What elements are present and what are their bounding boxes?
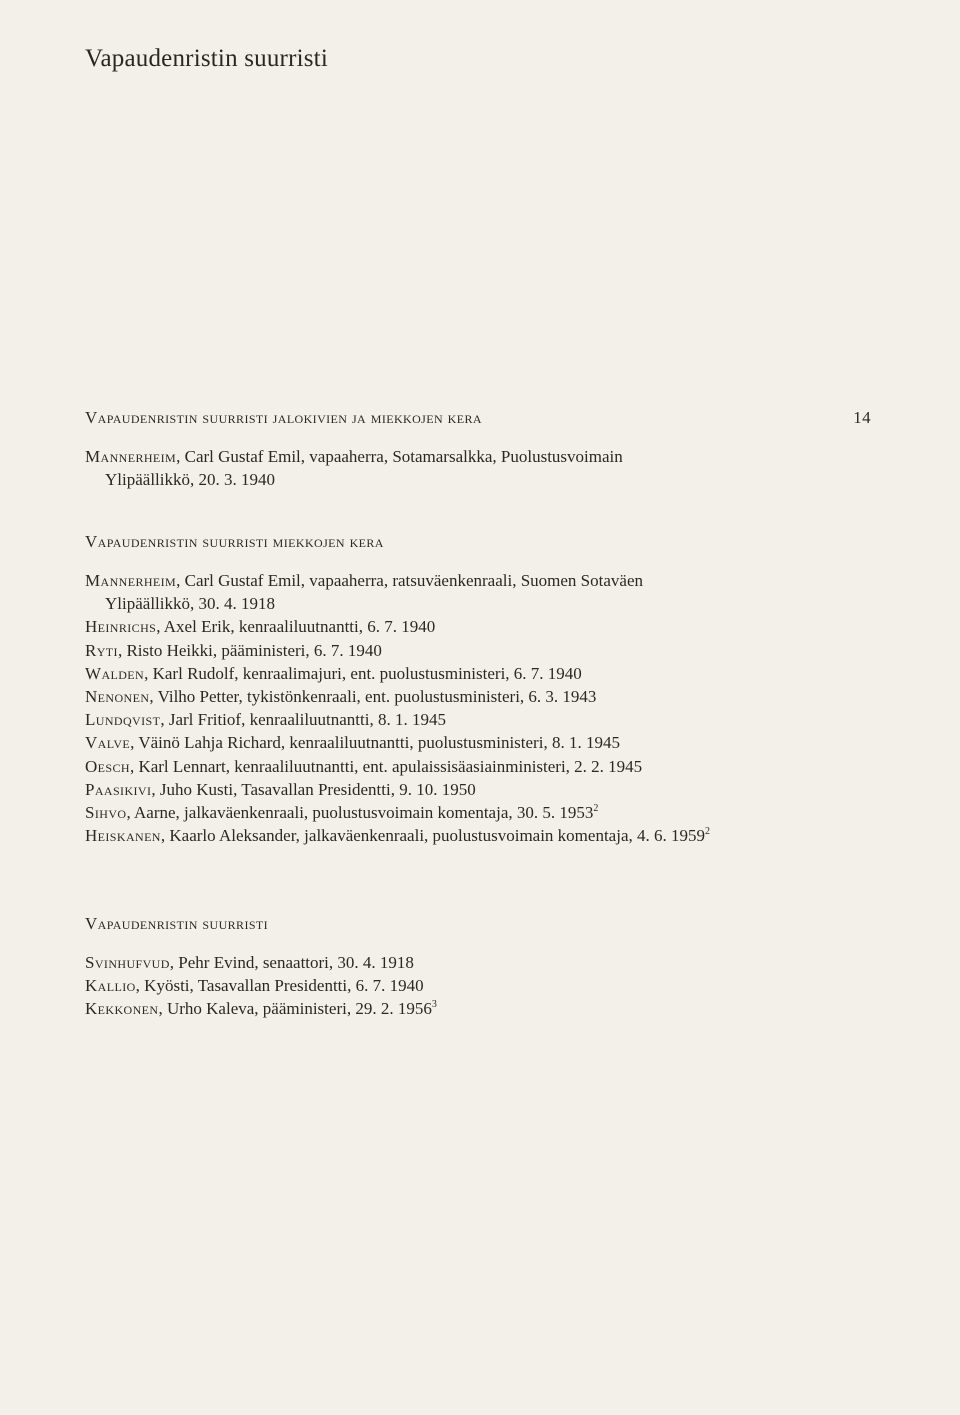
entry-surname: Lundqvist <box>85 710 161 730</box>
entry-surname: Paasikivi <box>85 779 152 799</box>
list-item <box>85 974 885 997</box>
entry-list <box>85 569 885 847</box>
list-item <box>85 997 885 1020</box>
list-item <box>85 951 885 974</box>
entry-surname: Heiskanen <box>85 826 161 846</box>
entry-continuation: Ylipäällikkö, 30. 4. 1918 <box>105 594 275 614</box>
entry-surname: Valve <box>85 733 131 753</box>
list-item <box>85 824 885 847</box>
entry-details: , Kaarlo Aleksander, jalkaväenkenraali, puolustusvoimain komentaja, 4. 6. 1959 <box>160 826 705 846</box>
list-item <box>85 685 885 708</box>
entry-surname: Mannerheim <box>85 447 177 466</box>
entry-list <box>85 951 885 1021</box>
section-miekkojen-kera <box>85 531 885 847</box>
entry-surname: Walden <box>85 663 145 683</box>
section-jalokivien-ja-miekkojen-kera <box>85 407 885 491</box>
entry-surname: Nenonen <box>85 687 150 707</box>
list-item <box>85 708 885 731</box>
page-title: Vapaudenristin suurristi <box>85 45 328 72</box>
list-item <box>85 731 885 754</box>
section-heading <box>85 407 885 429</box>
entry-details: , Urho Kaleva, pääministeri, 29. 2. 1956 <box>158 999 432 1019</box>
section-suurristi <box>85 913 885 1021</box>
entry-details: , Vilho Petter, tykistönkenraali, ent. puolustusministeri, 6. 3. 1943 <box>149 687 597 707</box>
section-heading-text: Vapaudenristin suurristi <box>85 914 269 933</box>
list-item <box>85 569 885 615</box>
entry-details: , Carl Gustaf Emil, vapaaherra, Sotamarsalkka, Puolustusvoimain <box>176 447 623 466</box>
entry-details: , Kyösti, Tasavallan Presidentti, 6. 7. 1940 <box>135 976 424 996</box>
page-number: 14 <box>853 408 871 427</box>
entry-surname: Kekkonen <box>85 999 159 1019</box>
entry-details: , Jarl Fritiof, kenraaliluutnantti, 8. 1. 1945 <box>160 710 446 730</box>
entry-surname: Kallio <box>85 976 136 996</box>
entry-details: , Väinö Lahja Richard, kenraaliluutnantti, puolustusministeri, 8. 1. 1945 <box>130 733 620 753</box>
entry-surname: Heinrichs <box>85 617 157 637</box>
list-item <box>85 615 885 638</box>
footnote-marker: 3 <box>431 999 437 1011</box>
footnote-marker: 2 <box>705 826 710 838</box>
list-item <box>85 755 885 778</box>
section-heading <box>85 531 885 553</box>
entry-details: , Aarne, jalkaväenkenraali, puolustusvoimain komentaja, 30. 5. 1953 <box>126 803 594 823</box>
list-item <box>85 801 885 824</box>
entry-details: , Pehr Evind, senaattori, 30. 4. 1918 <box>169 953 414 972</box>
entry-list <box>85 445 885 491</box>
section-heading-text: Vapaudenristin suurristi jalokivien ja miekkojen kera <box>85 408 482 427</box>
entry-surname: Svinhufvud <box>85 953 170 972</box>
entry-details: , Juho Kusti, Tasavallan Presidentti, 9. 10. 1950 <box>151 779 476 799</box>
entry-details: , Karl Rudolf, kenraalimajuri, ent. puolustusministeri, 6. 7. 1940 <box>144 663 582 683</box>
footnote-marker: 2 <box>593 803 599 815</box>
section-heading <box>85 913 885 935</box>
entry-continuation: Ylipäällikkö, 20. 3. 1940 <box>105 470 275 490</box>
entry-surname: Mannerheim <box>85 571 177 590</box>
list-item <box>85 639 885 662</box>
entry-surname: Sihvo <box>85 803 127 823</box>
list-item <box>85 445 885 491</box>
section-heading-text: Vapaudenristin suurristi miekkojen kera <box>85 532 384 551</box>
entry-details: , Risto Heikki, pääministeri, 6. 7. 1940 <box>117 640 382 660</box>
entry-details: , Axel Erik, kenraaliluutnantti, 6. 7. 1940 <box>156 617 436 637</box>
entry-surname: Ryti <box>85 640 118 660</box>
list-item <box>85 778 885 801</box>
entry-details: , Karl Lennart, kenraaliluutnantti, ent. apulaissisäasiainministeri, 2. 2. 1945 <box>129 756 643 776</box>
entry-details: , Carl Gustaf Emil, vapaaherra, ratsuväenkenraali, Suomen Sotaväen <box>176 571 643 590</box>
list-item <box>85 662 885 685</box>
entry-surname: Oesch <box>85 756 130 776</box>
